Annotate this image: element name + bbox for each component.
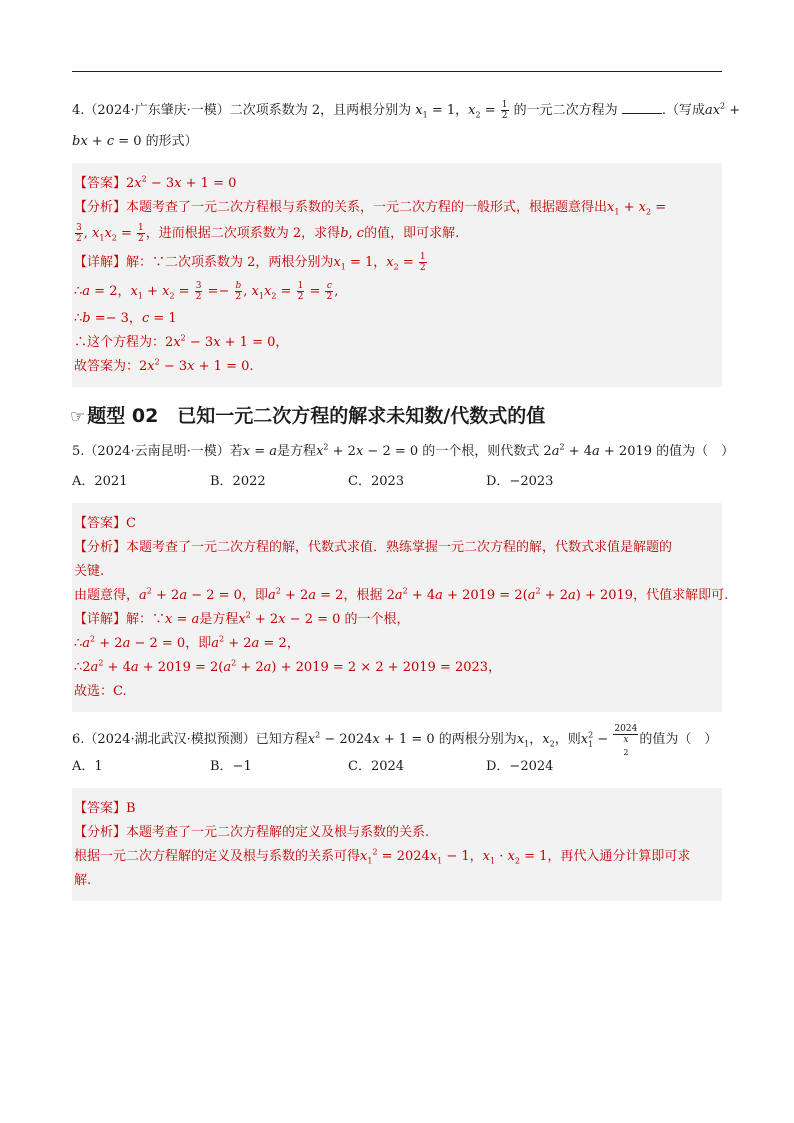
header-rule [72, 71, 722, 72]
q6-analysis-line2: 根据一元二次方程解的定义及根与系数的关系可得$x_1^2 = 2024x_1 - 1$，$x_1 \cdot x_2 = 1$，再代入通分计算即可求 [74, 847, 691, 866]
q6-option-b[interactable]: B．−1 [210, 759, 252, 774]
q4-step3: ∴这个方程为：$2x^2 - 3x + 1 = 0$， [74, 333, 289, 350]
q4-analysis-line2: $\frac{3}{2}$ , $x_1x_2$ = $\frac{1}{2}$ ，进而根据二次项系数为 2，求得b, c的值，即可求解. [76, 223, 460, 244]
q4-stem-line2: bx + c = 0 的形式） [72, 134, 198, 149]
answer-blank[interactable] [622, 101, 662, 114]
q5-option-b[interactable]: B．2022 [210, 474, 266, 489]
question-4 [72, 100, 741, 151]
q5-option-c[interactable]: C．2023 [348, 474, 405, 489]
q4-detail: 【详解】解：∵二次项系数为 2，两根分别为$x_1 = 1$，$x_2$ = $\frac{1}{2}$ [74, 252, 426, 273]
q6-answer: 【答案】B [74, 801, 136, 816]
q6-option-a[interactable]: A．1 [72, 759, 103, 774]
q4-analysis: 【分析】本题考查了一元二次方程根与系数的关系，一元二次方程的一般形式，根据题意得出$x_1 + x_2$ = [74, 200, 667, 217]
q5-step1: $\therefore a^2 + 2a - 2 = 0$，即$a^2 + 2a = 2$， [74, 634, 300, 651]
document-page [70, 100, 741, 901]
question-5 [72, 442, 735, 491]
q5-final: 故选：C. [74, 684, 127, 699]
q5-option-d[interactable]: D．−2023 [486, 474, 554, 489]
q5-option-a[interactable]: A．2021 [72, 474, 128, 489]
question-6 [72, 724, 722, 776]
q6-stem: 6.（2024·湖北武汉·模拟预测）已知方程$x^2 - 2024x + 1 = 0$ 的两根分别为$x_1$，$x_2$，则$x^2_1$ − 2024 x $_2$ 的值为（ ） [72, 724, 718, 757]
q4-answer: 【答案】$2x^2 - 3x + 1 = 0$ [74, 174, 237, 191]
q5-step2: $\therefore 2a^2 + 4a + 2019 = 2(a^2 + 2a) + 2019 = 2 \times 2 + 2019 = 2023$， [74, 658, 502, 675]
q4-step1: ∴a = 2，$x_1 + x_2$ = $\frac{3}{2}$ =− $\frac{b}{2}$ , $x_1x_2$ = $\frac{1}{2}$ = $\frac{c}{2}$ , [74, 281, 339, 302]
q5-options [72, 473, 722, 491]
q5-answer: 【答案】C [74, 516, 136, 531]
q5-detail: 【详解】解：∵x = a是方程$x^2 + 2x - 2 = 0$ 的一个根， [74, 610, 410, 627]
section-heading [70, 403, 722, 429]
q6-analysis-line3: 解. [74, 873, 92, 888]
q4-solution-box [72, 163, 722, 387]
q5-stem: 5.（2024·云南昆明·一模）若x = a是方程$x^2 + 2x - 2 = 0$ 的一个根，则代数式 $2a^2 + 4a + 2019$ 的值为（ ） [72, 442, 735, 459]
q6-solution-box [72, 788, 722, 901]
section-heading-text: 题型 02 已知一元二次方程的解求未知数/代数式的值 [87, 405, 546, 427]
q6-option-c[interactable]: C．2024 [348, 759, 405, 774]
q4-step2: ∴b =− 3，c = 1 [74, 311, 177, 326]
q5-solution-box [72, 503, 729, 712]
q6-analysis: 【分析】本题考查了一元二次方程解的定义及根与系数的关系. [74, 825, 430, 840]
q4-final: 故答案为：$2x^2 - 3x + 1 = 0$. [74, 357, 254, 374]
q6-options [72, 758, 722, 776]
q5-analysis-line3: 由题意得，$a^2 + 2a - 2 = 0$，即$a^2 + 2a = 2$，根据 $2a^2 + 4a + 2019 = 2(a^2 + 2a) + 2019$，代值求解即可. [74, 586, 729, 603]
q5-analysis-cont: 关键. [74, 564, 105, 579]
q5-analysis: 【分析】本题考查了一元二次方程的解，代数式求值．熟练掌握一元二次方程的解，代数式求值是解题的 [74, 540, 673, 555]
q4-stem-line1: 4.（2024·广东肇庆·一模）二次项系数为 2，且两根分别为 $x_1 = 1$，$x_2$ = $\frac{1}{2}$ 的一元二次方程为 .（写成$ax^2$ + [72, 100, 741, 121]
pointing-hand-icon: ☞ [70, 407, 86, 427]
q6-option-d[interactable]: D．−2024 [486, 759, 554, 774]
